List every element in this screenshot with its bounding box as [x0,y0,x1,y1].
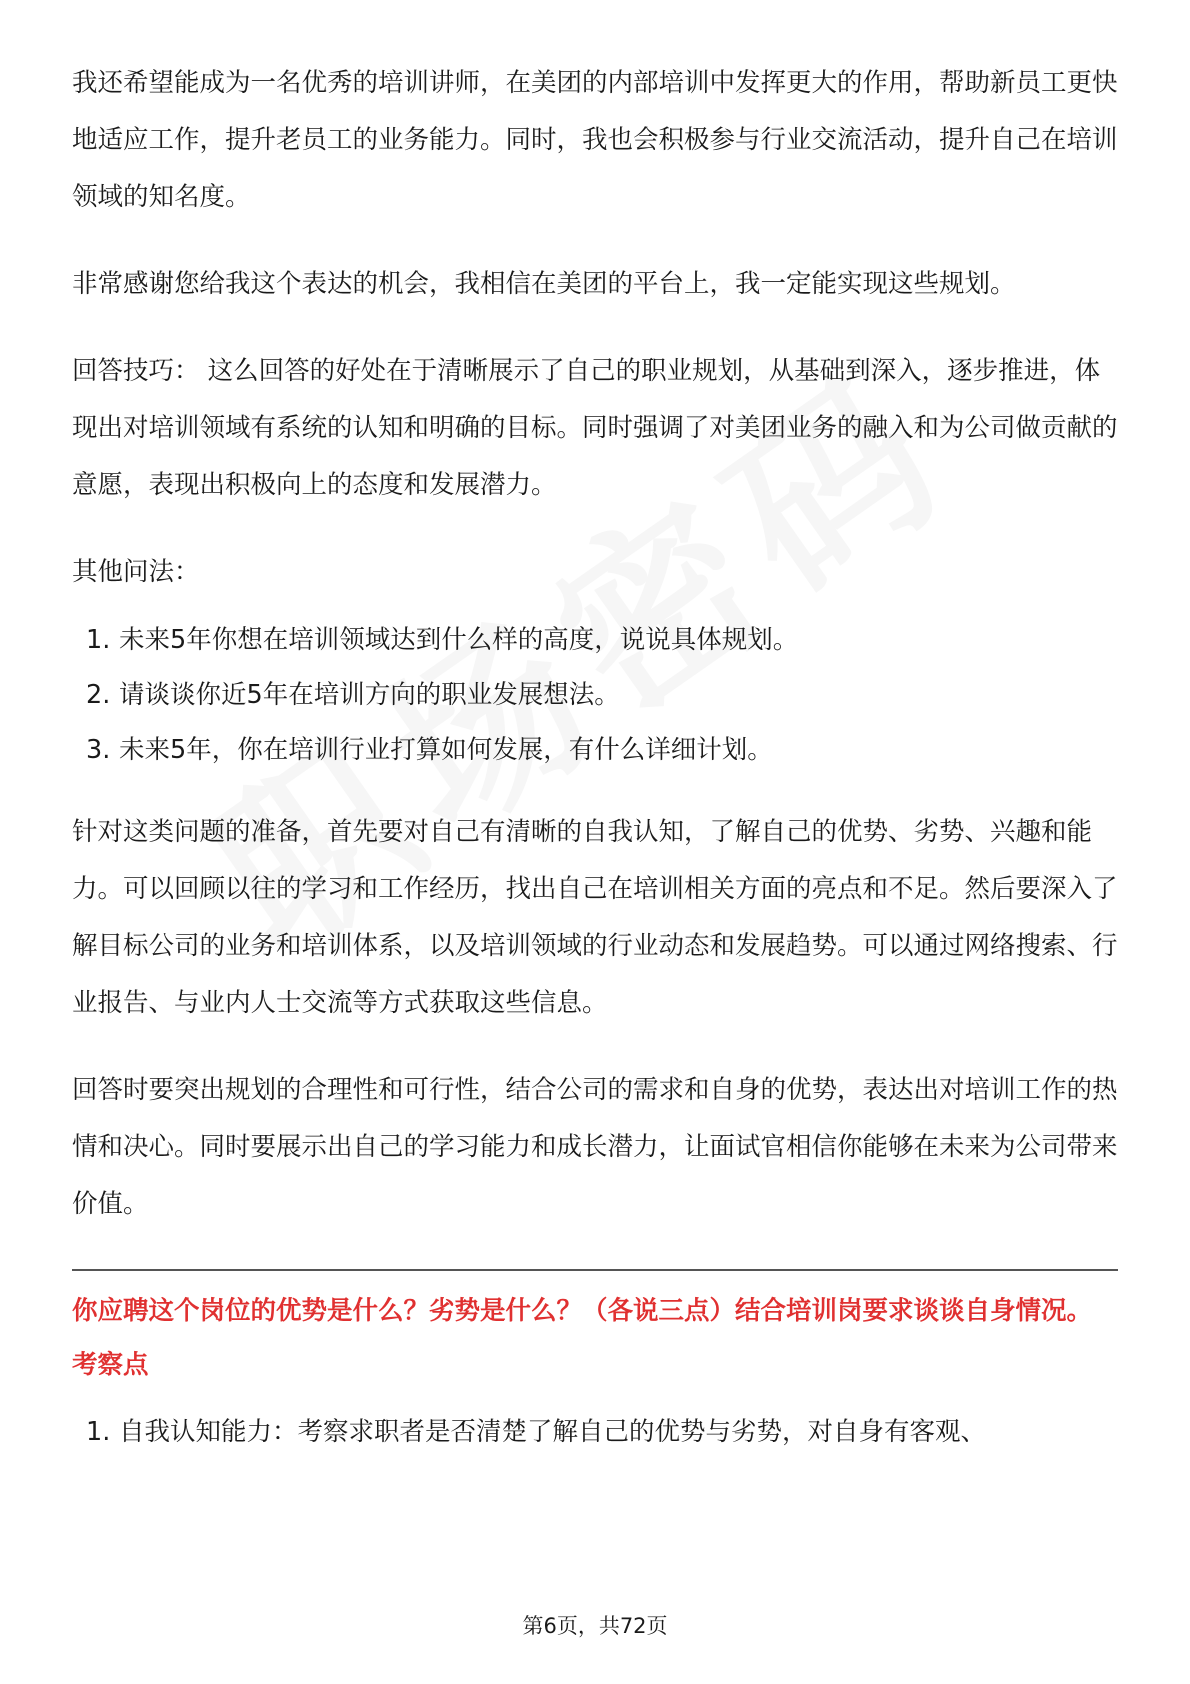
paragraph-other-asks-label: 其他问法： [72,557,200,587]
paragraph-answer-focus: 回答时要突出规划的合理性和可行性，结合公司的需求和自身的优势，表达出对培训工作的热情和决心。同时要展示出自己的学习能力和成长潜力，让面试官相信你能够在未来为公司带来价值。 [72,1075,1118,1219]
list-item: 3. 未来5年，你在培训行业打算如何发展，有什么详细计划。 [86,735,773,765]
page-number: 第6页，共72页 [522,1614,668,1638]
paragraph-thanks: 非常感谢您给我这个表达的机会，我相信在美团的平台上，我一定能实现这些规划。 [72,269,1016,299]
question-heading: 你应聘这个岗位的优势是什么？劣势是什么？（各说三点）结合培训岗要求谈谈自身情况。 [72,1296,1093,1326]
paragraph-preparation: 针对这类问题的准备，首先要对自己有清晰的自我认知，了解自己的优势、劣势、兴趣和能力。可以回顾以往的学习和工作经历，找出自己在培训相关方面的亮点和不足。然后要深入了解目标公司的业务和培训体系，以及培训领域的行业动态和发展趋势。可以通过网络搜索、行业报告、与业内人士交流等方式获取这些信息。 [72,817,1118,1018]
paragraph-answer-tips: 回答技巧： 这么回答的好处在于清晰展示了自己的职业规划，从基础到深入，逐步推进，体现出对培训领域有系统的认知和明确的目标。同时强调了对美团业务的融入和为公司做贡献的意愿，表现出积极向上的态度和发展潜力。 [72,356,1118,500]
examination-points-heading: 考察点 [72,1350,149,1380]
paragraph-trainer-goal: 我还希望能成为一名优秀的培训讲师，在美团的内部培训中发挥更大的作用，帮助新员工更快地适应工作，提升老员工的业务能力。同时，我也会积极参与行业交流活动，提升自己在培训领域的知名度。 [72,68,1118,212]
other-questions-list [72,613,1118,778]
page-content [72,55,1118,1460]
list-item: 1. 自我认知能力：考察求职者是否清楚了解自己的优势与劣势，对自身有客观、 [86,1417,987,1447]
list-item: 2. 请谈谈你近5年在培训方向的职业发展想法。 [86,680,620,710]
examination-points-list [72,1405,1118,1460]
list-item: 1. 未来5年你想在培训领域达到什么样的高度，说说具体规划。 [86,625,799,655]
